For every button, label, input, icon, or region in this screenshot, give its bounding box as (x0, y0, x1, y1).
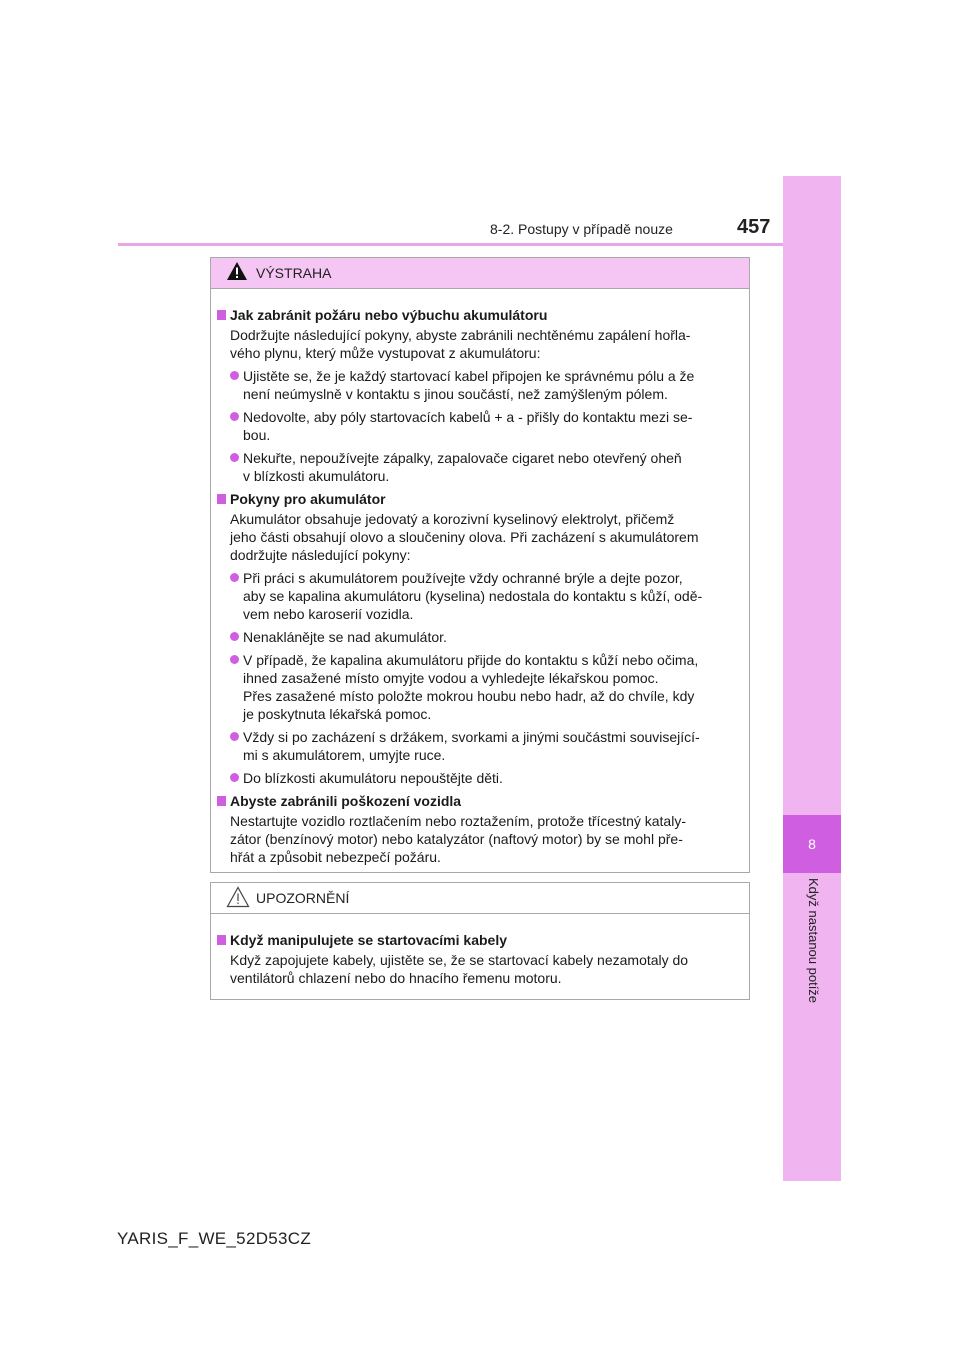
text-line: aby se kapalina akumulátoru (kyselina) nedostala do kontaktu s kůží, odě- (243, 588, 703, 604)
text-line: Akumulátor obsahuje jedovatý a korozivní kyselinový elektrolyt, přičemž (230, 511, 675, 527)
text-line: Do blízkosti akumulátoru nepouštějte děti. (243, 770, 503, 786)
text-line: je poskytnuta lékařská pomoc. (243, 706, 432, 722)
section-paragraph (217, 951, 743, 987)
text-line: Nenaklánějte se nad akumulátor. (243, 629, 447, 645)
caution-box-header (211, 883, 749, 914)
warning-content (211, 289, 749, 866)
square-bullet-icon (217, 796, 226, 806)
bullet-item (217, 628, 743, 646)
text-line: ihned zasažené místo omyjte vodou a vyhledejte lékařskou pomoc. (243, 670, 659, 686)
section-heading-text: Když manipulujete se startovacími kabely (230, 932, 507, 948)
round-bullet-icon (230, 632, 239, 641)
section-paragraph (217, 510, 743, 564)
chapter-side-tab (783, 176, 841, 1181)
caution-title: UPOZORNĚNÍ (256, 890, 350, 906)
text-line: Nestartujte vozidlo roztlačením nebo roztažením, protože třícestný kataly- (230, 813, 686, 829)
section-heading (217, 931, 743, 949)
section-title: 8-2. Postupy v případě nouze (490, 221, 673, 237)
page-number: 457 (737, 216, 771, 238)
section-heading-text: Abyste zabránili poškození vozidla (230, 793, 462, 809)
text-line: v blízkosti akumulátoru. (243, 468, 390, 484)
text-line: ventilátorů chlazení nebo do hnacího řemenu motoru. (230, 970, 562, 986)
text-line: Přes zasažené místo položte mokrou houbu nebo hadr, až do chvíle, kdy (243, 688, 695, 704)
section-heading-text: Jak zabránit požáru nebo výbuchu akumulátoru (230, 307, 548, 323)
text-line: Ujistěte se, že je každý startovací kabel připojen ke správnému pólu a že (243, 368, 695, 384)
bullet-item (217, 367, 743, 403)
section-heading (217, 792, 743, 810)
header-divider (118, 243, 783, 246)
bullet-item (217, 449, 743, 485)
text-line: mi s akumulátorem, umyjte ruce. (243, 747, 446, 763)
text-line: Nedovolte, aby póly startovacích kabelů + a - přišly do kontaktu mezi se- (243, 409, 693, 425)
text-line: bou. (243, 427, 271, 443)
text-line: Při práci s akumulátorem používejte vždy ochranné brýle a dejte pozor, (243, 570, 683, 586)
round-bullet-icon (230, 371, 239, 380)
caution-content (211, 914, 749, 987)
section-heading-text: Pokyny pro akumulátor (230, 491, 386, 507)
text-line: není neúmyslně v kontaktu s jinou součástí, než zamýšleným pólem. (243, 386, 668, 402)
text-line: Dodržujte následující pokyny, abyste zabránili nechtěnému zapálení hořla- (230, 327, 691, 343)
square-bullet-icon (217, 935, 226, 945)
text-line: zátor (benzínový motor) nebo katalyzátor (naftový motor) by se mohl pře- (230, 831, 683, 847)
chapter-number: 8 (808, 836, 816, 852)
round-bullet-icon (230, 573, 239, 582)
warning-box-header (211, 258, 749, 289)
warning-box (210, 257, 750, 873)
text-line: hřát a způsobit nebezpečí požáru. (230, 849, 441, 865)
round-bullet-icon (230, 732, 239, 741)
caution-box (210, 882, 750, 1000)
square-bullet-icon (217, 494, 226, 504)
chapter-title: Když nastanou potíže (806, 878, 821, 1004)
section-heading (217, 490, 743, 508)
warning-title: VÝSTRAHA (256, 265, 332, 281)
section-paragraph (217, 812, 743, 866)
round-bullet-icon (230, 412, 239, 421)
document-code: YARIS_F_WE_52D53CZ (117, 1229, 312, 1248)
round-bullet-icon (230, 773, 239, 782)
text-line: vého plynu, který může vystupovat z akumulátoru: (230, 345, 541, 361)
bullet-item (217, 651, 743, 723)
section-paragraph (217, 326, 743, 362)
section-heading (217, 306, 743, 324)
square-bullet-icon (217, 310, 226, 320)
bullet-item (217, 569, 743, 623)
text-line: vem nebo karoserií vozidla. (243, 606, 414, 622)
caution-triangle-icon (226, 886, 250, 908)
round-bullet-icon (230, 655, 239, 664)
bullet-item (217, 728, 743, 764)
round-bullet-icon (230, 453, 239, 462)
text-line: Vždy si po zacházení s držákem, svorkami a jinými součástmi související- (243, 729, 700, 745)
bullet-item (217, 769, 743, 787)
text-line: jeho části obsahují olovo a sloučeniny olova. Při zacházení s akumulátorem (230, 529, 699, 545)
text-line: Nekuřte, nepoužívejte zápalky, zapalovače cigaret nebo otevřený oheň (243, 450, 682, 466)
text-line: dodržujte následující pokyny: (230, 547, 411, 563)
text-line: V případě, že kapalina akumulátoru přijde do kontaktu s kůží nebo očima, (243, 652, 699, 668)
bullet-item (217, 408, 743, 444)
text-line: Když zapojujete kabely, ujistěte se, že se startovací kabely nezamotaly do (230, 952, 689, 968)
warning-triangle-icon (226, 261, 248, 281)
